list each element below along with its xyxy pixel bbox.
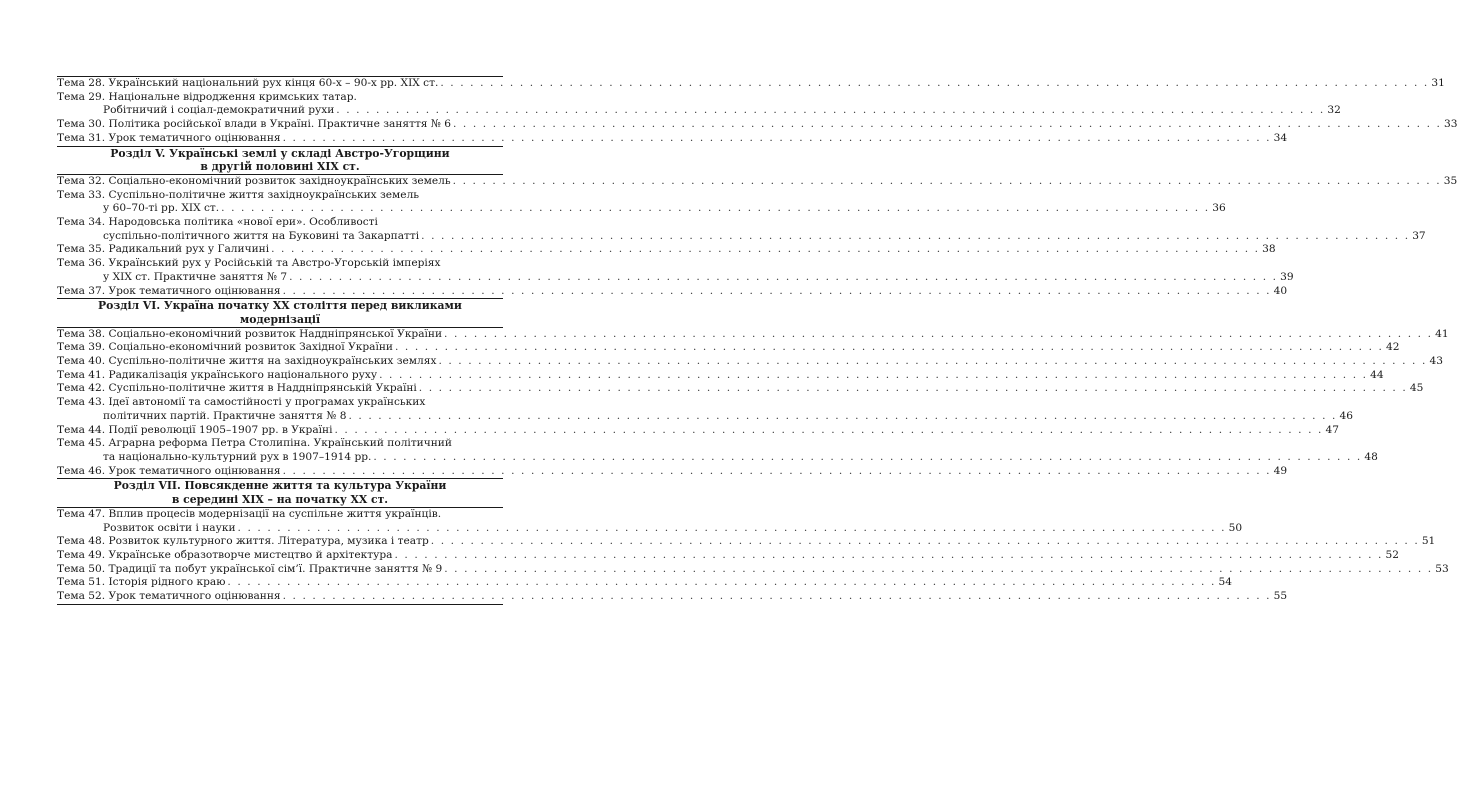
toc-entry-text: у 60–70-ті рр. XIX ст.	[103, 202, 220, 215]
toc-entry-text: Тема 43. Ідеї автономії та самостійності у програмах українських	[57, 396, 426, 409]
toc-entry-line	[57, 131, 1288, 146]
page-number: 31	[1431, 77, 1445, 89]
toc-entry	[57, 464, 1288, 479]
dot-leader	[419, 382, 1408, 396]
toc-entry	[57, 174, 1458, 189]
section-heading-5	[57, 147, 503, 174]
dot-leader	[453, 118, 1442, 132]
toc-entry	[57, 382, 1424, 396]
toc-entry	[57, 355, 1443, 369]
page-number: 53	[1435, 562, 1449, 575]
toc-entry	[57, 77, 1445, 91]
dot-leader	[431, 535, 1420, 549]
dot-leader	[373, 451, 1362, 465]
toc-entry-line	[57, 464, 1288, 479]
dot-leader	[227, 576, 1216, 590]
page-number: 33	[1444, 118, 1458, 131]
toc-group-1	[57, 77, 1458, 146]
toc-entry-line	[57, 104, 1341, 118]
toc-entry-text: Тема 32. Соціально-економічний розвиток західноукраїнських земель	[57, 174, 451, 187]
toc-entry-line	[57, 521, 1243, 536]
toc-entry-line	[57, 243, 1276, 257]
toc-entry-line	[57, 382, 1424, 396]
toc-group-3	[57, 327, 1449, 479]
toc-group-2	[57, 174, 1458, 298]
dot-leader	[283, 465, 1272, 479]
toc-entry	[57, 562, 1449, 577]
dot-leader	[438, 355, 1427, 369]
page-number: 48	[1364, 450, 1378, 463]
toc-group-4	[57, 507, 1449, 604]
toc-entry	[57, 396, 1354, 423]
dot-leader	[238, 522, 1227, 536]
dot-leader	[283, 285, 1272, 299]
toc-entry-text: Робітничий і соціал-демократичний рухи	[103, 104, 335, 117]
toc-entry	[57, 131, 1288, 146]
toc-entry	[57, 535, 1436, 549]
toc-entry	[57, 368, 1384, 383]
toc-entry-line	[57, 202, 1226, 216]
page-number: 46	[1339, 409, 1354, 422]
toc-entry	[57, 423, 1340, 438]
toc-entry-text: Тема 49. Українське образотворче мистецтво й архітектура	[57, 548, 393, 561]
page-number: 41	[1435, 327, 1449, 340]
toc-entry-text: політичних партій. Практичне заняття № 8	[103, 409, 347, 422]
toc-entry	[57, 507, 1243, 535]
toc-entry	[57, 437, 1378, 464]
page-number: 39	[1280, 270, 1294, 283]
toc-entry-text: Тема 52. Урок тематичного оцінювання	[57, 590, 281, 603]
toc-entry-text: суспільно-політичного життя на Буковині та Закарпатті	[103, 229, 420, 242]
divider	[57, 604, 503, 605]
toc-entry-line	[57, 355, 1443, 369]
page-number: 36	[1212, 202, 1226, 215]
toc-entry-line	[57, 409, 1354, 424]
page-number: 42	[1386, 341, 1400, 354]
dot-leader	[453, 175, 1442, 189]
page-number: 54	[1218, 576, 1232, 589]
toc-entry-line	[57, 327, 1449, 342]
toc-entry-text: Тема 44. Події революції 1905–1907 рр. в Україні	[57, 423, 333, 436]
toc-entry-text: Тема 51. Історія рідного краю	[57, 576, 226, 589]
section-heading-line: в другій половині XIX ст.	[200, 160, 360, 174]
toc-entry-text: Тема 45. Аграрна реформа Петра Столипіна. Український політичний	[57, 437, 452, 450]
page-number: 35	[1443, 174, 1458, 187]
toc-entry-line	[57, 423, 1340, 438]
toc-entry-text: Тема 35. Радикальний рух у Галичині	[57, 243, 270, 256]
toc-entry-text: Тема 30. Політика російської влади в Україні. Практичне заняття № 6	[57, 118, 451, 131]
dot-leader	[271, 243, 1260, 257]
toc-entry-text: та національно-культурний рух в 1907–1914 рр.	[103, 450, 372, 463]
toc-entry-line	[57, 576, 1232, 590]
toc-entry	[57, 284, 1288, 299]
toc-entry-text: Тема 48. Розвиток культурного життя. Література, музика і театр	[57, 535, 429, 548]
toc-entry-line	[57, 368, 1384, 383]
section-heading-line: Розділ VII. Повсякденне життя та культура України	[113, 479, 447, 493]
section-heading-line: в середині XIX – на початку XX ст.	[171, 493, 389, 507]
toc-entry	[57, 327, 1449, 342]
toc-entry	[57, 590, 1288, 604]
toc-entry-line	[57, 341, 1400, 355]
page-number: 34	[1273, 131, 1288, 144]
toc-entry-text: Тема 47. Вплив процесів модернізації на суспільне життя українців.	[57, 507, 442, 520]
page-number: 37	[1412, 229, 1426, 242]
toc-entry	[57, 341, 1400, 355]
toc-entry-text: Тема 37. Урок тематичного оцінювання	[57, 284, 281, 297]
toc-entry-line	[57, 450, 1378, 465]
toc-entry	[57, 257, 1294, 284]
toc-entry-text: Тема 33. Суспільно-політичне життя західноукраїнських земель	[57, 188, 420, 201]
toc-entry-line	[57, 548, 1399, 563]
dot-leader	[394, 549, 1383, 563]
toc-entry-line	[57, 229, 1426, 244]
page-number: 32	[1327, 104, 1341, 117]
page-number: 52	[1385, 548, 1399, 561]
toc-entry-text: Тема 41. Радикалізація українського національного руху	[57, 368, 378, 381]
toc-entry	[57, 243, 1276, 257]
toc-entry-text: Тема 28. Український національний рух кінця 60-х – 90-х рр. XIX ст.	[57, 77, 439, 89]
dot-leader	[348, 410, 1337, 424]
dot-leader	[379, 369, 1368, 383]
toc-entry-line	[57, 590, 1288, 604]
dot-leader	[289, 271, 1278, 285]
toc-entry-line	[57, 284, 1288, 299]
toc-entry-text: Тема 34. Народовська політика «нової ери». Особливості	[57, 216, 378, 229]
dot-leader	[221, 202, 1210, 216]
toc-entry	[57, 216, 1426, 243]
toc-entry-line	[57, 174, 1458, 189]
dot-leader	[444, 328, 1433, 342]
toc-entry	[57, 90, 1341, 118]
page-number: 50	[1228, 521, 1243, 534]
toc-entry-text: Тема 36. Український рух у Російській та Австро-Угорській імперіях	[57, 257, 441, 270]
toc-entry-line	[57, 562, 1449, 577]
section-heading-line: Розділ VI. Україна початку XX століття перед викликами модернізації	[98, 299, 462, 326]
dot-leader	[395, 341, 1384, 355]
toc-entry-text: Тема 40. Суспільно-політичне життя на західноукраїнських землях	[57, 355, 437, 368]
toc-entry-text: Тема 29. Національне відродження кримських татар.	[57, 90, 357, 103]
table-of-contents	[57, 76, 1458, 605]
toc-entry-line	[57, 118, 1458, 132]
page-number: 49	[1273, 464, 1288, 477]
toc-entry-text: Тема 50. Традиції та побут української сім’ї. Практичне заняття № 9	[57, 562, 443, 575]
toc-entry-text: Тема 46. Урок тематичного оцінювання	[57, 464, 281, 477]
page-number: 40	[1273, 284, 1288, 297]
dot-leader	[336, 104, 1325, 118]
dot-leader	[283, 590, 1272, 604]
dot-leader	[444, 563, 1433, 577]
toc-entry	[57, 118, 1458, 132]
toc-entry-text: Розвиток освіти і науки	[103, 521, 236, 534]
dot-leader	[440, 77, 1429, 91]
toc-entry-text: Тема 42. Суспільно-політичне життя в Наддніпрянській Україні	[57, 382, 417, 395]
toc-entry-line	[57, 535, 1436, 549]
page-number: 38	[1262, 243, 1276, 256]
section-heading-6	[57, 299, 503, 326]
page-number: 45	[1409, 382, 1424, 395]
page-number: 43	[1429, 355, 1443, 368]
toc-entry-line	[57, 77, 1445, 91]
page-number: 47	[1325, 423, 1340, 436]
toc-entry	[57, 188, 1226, 216]
dot-leader	[283, 132, 1272, 146]
page-number: 51	[1421, 535, 1436, 548]
toc-entry-line	[57, 270, 1294, 285]
toc-entry-text: Тема 39. Соціально-економічний розвиток Західної України	[57, 341, 393, 354]
page-number: 44	[1370, 368, 1384, 381]
toc-entry-text: Тема 38. Соціально-економічний розвиток Наддніпрянської України	[57, 327, 443, 340]
section-heading-7	[57, 479, 503, 506]
dot-leader	[421, 230, 1410, 244]
dot-leader	[334, 424, 1323, 438]
toc-entry	[57, 576, 1232, 590]
section-heading-line: Розділ V. Українські землі у складі Австро-Угорщини	[110, 146, 450, 160]
toc-entry	[57, 548, 1399, 563]
toc-entry-text: у XIX ст. Практичне заняття № 7	[103, 270, 288, 283]
page-number: 55	[1273, 590, 1288, 603]
toc-entry-text: Тема 31. Урок тематичного оцінювання	[57, 131, 281, 144]
